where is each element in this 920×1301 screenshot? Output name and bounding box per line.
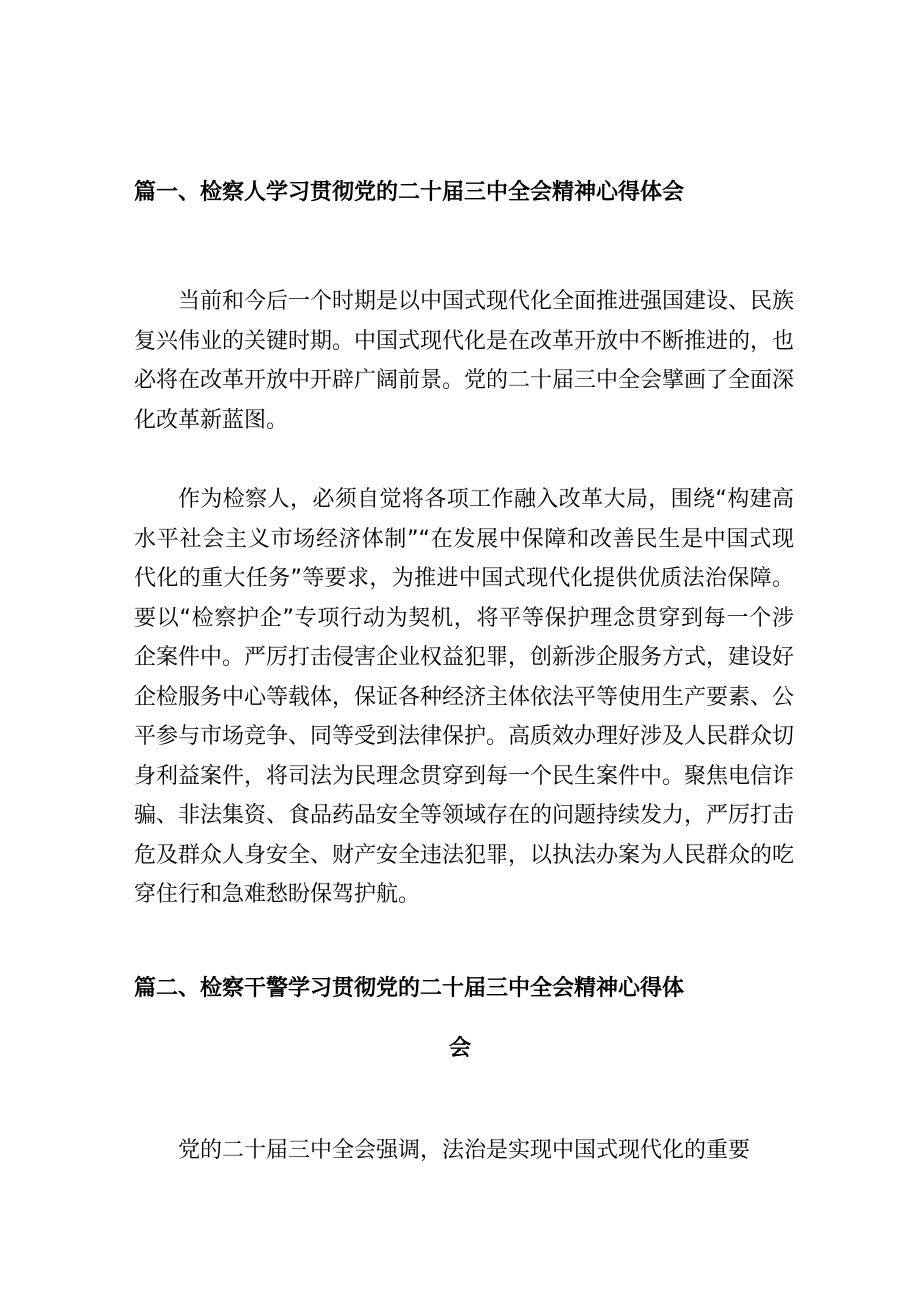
section-2-paragraph-1: 党的二十届三中全会强调，法治是实现中国式现代化的重要 <box>178 1138 751 1163</box>
section-1-title: 篇一、检察人学习贯彻党的二十届三中全会精神心得体会 <box>134 180 685 205</box>
section-1-paragraph-2: 作为检察人，必须自觉将各项工作融入改革大局，围绕“构建高水平社会主义市场经济体制”“在发展中保障和改善民生是中国式现代化的重大任务”等要求，为推进中国式现代化提供优质法治保障。要以“检察护企”专项行动为契机，将平等保护理念贯穿到每一个涉企案件中。严厉打击侵害企业权益犯罪，创新涉企服务方式，建设好企检服务中心等载体，保证各种经济主体依法平等使用生产要素、公平参与市场竞争、同等受到法律保护。高质效办理好涉及人民群众切身利益案件，将司法为民理念贯穿到每一个民生案件中。聚焦电信诈骗、非法集资、食品药品安全等领域存在的问题持续发力，严厉打击危及群众人身安全、财产安全违法犯罪，以执法办案为人民群众的吃穿住行和急难愁盼保驾护航。 <box>134 487 795 907</box>
section-1-paragraph-1: 当前和今后一个时期是以中国式现代化全面推进强国建设、民族复兴伟业的关键时期。中国式现代化是在改革开放中不断推进的，也必将在改革开放中开辟广阔前景。党的二十届三中全会擘画了全面深化改革新蓝图。 <box>134 289 795 433</box>
section-2-title: 篇二、检察干警学习贯彻党的二十届三中全会精神心得体 <box>134 976 685 1001</box>
section-2-title-continuation: 会 <box>448 1036 471 1061</box>
